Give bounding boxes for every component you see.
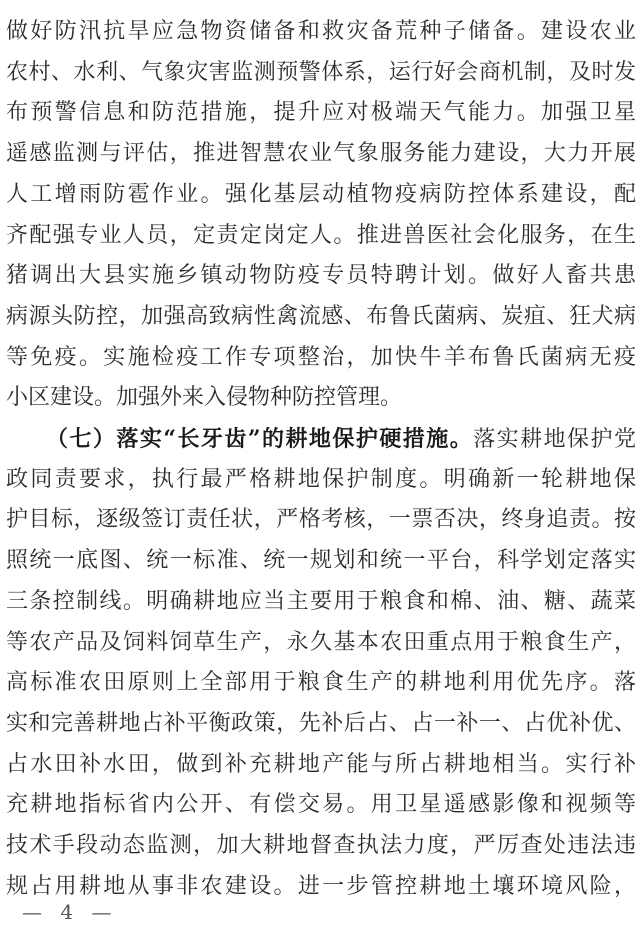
text-line: 照统一底图、统一标准、统一规划和统一平台，科学划定落实 — [6, 548, 636, 574]
text-line: 等农产品及饲料饲草生产，永久基本农田重点用于粮食生产， — [6, 629, 636, 655]
text-line: 布预警信息和防范措施，提升应对极端天气能力。加强卫星 — [6, 100, 636, 126]
text-line: 政同责要求，执行最严格耕地保护制度。明确新一轮耕地保 — [6, 466, 636, 492]
text-line: 占水田补水田，做到补充耕地产能与所占耕地相当。实行补 — [6, 751, 636, 777]
text-line: 遥感监测与评估，推进智慧农业气象服务能力建设，大力开展 — [6, 141, 636, 167]
text-line: 等免疫。实施检疫工作专项整治，加快牛羊布鲁氏菌病无疫 — [6, 344, 636, 370]
text-line: 规占用耕地从事非农建设。进一步管控耕地土壤环境风险， — [6, 873, 636, 899]
text-line: 落实耕地保护党 — [473, 427, 636, 452]
section-heading-line — [46, 419, 636, 459]
page-number: — 4 — — [22, 900, 118, 924]
section-heading: （七）落实“长牙齿”的耕地保护硬措施。 — [46, 426, 474, 452]
text-line: 技术手段动态监测，加大耕地督查执法力度，严厉查处违法违 — [6, 833, 636, 858]
text-line: 充耕地指标省内公开、有偿交易。用卫星遥感影像和视频等 — [6, 792, 636, 818]
text-line: 做好防汛抗旱应急物资储备和救灾备荒种子储备。建设农业 — [6, 19, 636, 44]
text-line: 农村、水利、气象灾害监测预警体系，运行好会商机制，及时发 — [6, 59, 636, 85]
text-line: 高标准农田原则上全部用于粮食生产的耕地利用优先序。落 — [6, 670, 636, 696]
text-line: 三条控制线。明确耕地应当主要用于粮食和棉、油、糖、蔬菜 — [6, 588, 636, 614]
text-line: 小区建设。加强外来入侵物种防控管理。 — [6, 385, 403, 411]
text-line: 齐配强专业人员，定责定岗定人。推进兽医社会化服务，在生 — [6, 222, 636, 248]
text-line: 猪调出大县实施乡镇动物防疫专员特聘计划。做好人畜共患 — [6, 263, 636, 289]
text-line: 护目标，逐级签订责任状，严格考核，一票否决，终身追责。按 — [6, 507, 636, 533]
text-line: 人工增雨防雹作业。强化基层动植物疫病防控体系建设，配 — [6, 181, 636, 207]
text-line: 实和完善耕地占补平衡政策，先补后占、占一补一、占优补优、 — [6, 710, 636, 736]
text-line: 病源头防控，加强高致病性禽流感、布鲁氏菌病、炭疽、狂犬病 — [6, 303, 636, 329]
